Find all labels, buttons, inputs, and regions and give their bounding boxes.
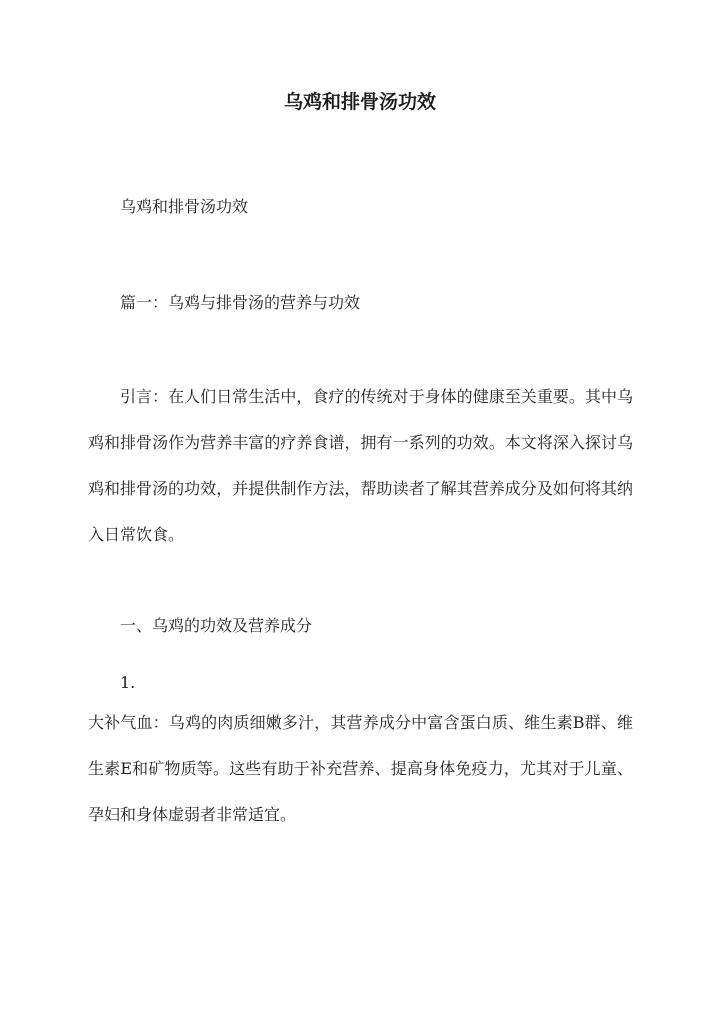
item-paragraph: 大补气血：乌鸡的肉质细嫩多汁，其营养成分中富含蛋白质、维生素B群、维生素E和矿物质等。这些有助于补充营养、提高身体免疫力，尤其对于儿童、孕妇和身体虚弱者非常适宜。: [88, 713, 633, 824]
section-heading: 一、乌鸡的功效及营养成分: [120, 616, 313, 635]
item-number: 1.: [120, 673, 136, 692]
subtitle: 乌鸡和排骨汤功效: [120, 197, 249, 216]
part-heading: 篇一：乌鸡与排骨汤的营养与功效: [120, 293, 361, 312]
document-title: 乌鸡和排骨汤功效: [283, 91, 436, 113]
intro-paragraph: 引言：在人们日常生活中，食疗的传统对于身体的健康至关重要。其中乌鸡和排骨汤作为营养丰富的疗养食谱，拥有一系列的功效。本文将深入探讨乌鸡和排骨汤的功效，并提供制作方法，帮助读者了解其营养成分及如何将其纳入日常饮食。: [88, 387, 633, 544]
